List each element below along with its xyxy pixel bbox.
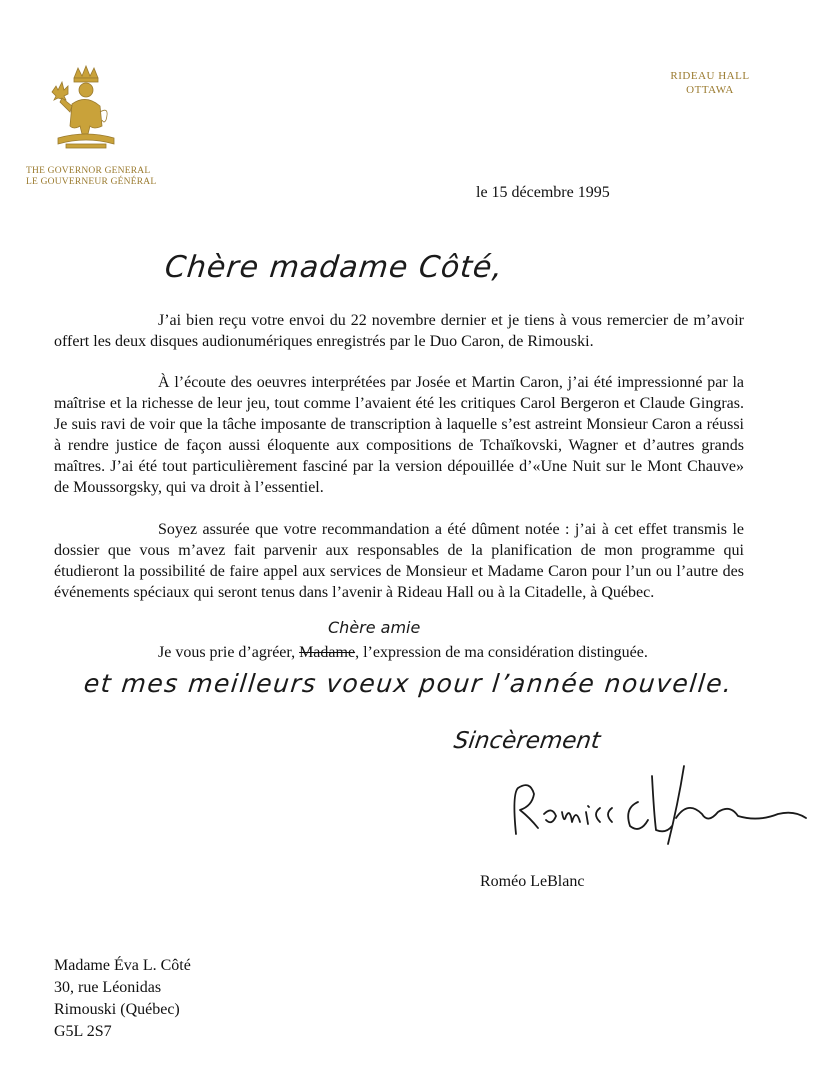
closing-after: , l’expression de ma considération distinguée. [355,644,648,661]
letterhead-address [660,69,760,97]
letter-date: le 15 décembre 1995 [476,184,610,201]
recipient-address [54,955,191,1043]
paragraph-text: À l’écoute des oeuvres interprétées par Josée et Martin Caron, j’ai été impressionné par la maîtrise et la richesse de leur jeu, tout comme l’avaient été les critiques Carol Bergeron et Claude Gingras. Je suis ravi de voir que la tâche imposante de transcription à laquelle s’est astreint Monsieur Caron a réussi à rendre justice de façon aussi éloquente aux compositions de Tchaïkovski, Wagner et d’autres grands maîtres. J’ai été tout particulièrement fasciné par la version dépouillée d’«Une Nuit sur le Mont Chauve» de Moussorgsky, qui va droit à l’essentiel. [54,374,744,496]
handwritten-addition: et mes meilleurs voeux pour l’année nouvelle. [82,669,735,698]
body-paragraph [54,372,744,498]
closing-line [158,644,648,662]
address-line: 30, rue Léonidas [54,979,162,996]
handwritten-signoff: Sincèrement [452,728,602,754]
handwritten-signature [508,764,808,848]
letterhead-right-line: RIDEAU HALL [670,70,750,82]
closing-before: Je vous prie d’agréer, [158,644,300,661]
handwritten-insert: Chère amie [328,618,421,637]
paragraph-text: Soyez assurée que votre recommandation a été dûment notée : j’ai à cet effet transmis le dossier que vous m’avez fait parvenir aux responsables de la planification de mon programme qui étudieront la possibilité de faire appel aux services de Monsieur et Madame Caron pour l’un ou l’autre des événements spéciaux qui seront tenus dans l’avenir à Rideau Hall ou à la Citadelle, à Québec. [54,521,744,601]
body-paragraph [54,519,744,603]
struck-word: Madame [299,644,356,661]
address-line: Rimouski (Québec) [54,1001,180,1018]
handwritten-salutation: Chère madame Côté, [163,250,505,285]
letterhead-right-line: OTTAWA [686,84,734,96]
royal-crest-icon [44,64,128,154]
address-line: Madame Éva L. Côté [54,957,191,974]
body-paragraph [54,310,744,352]
governor-general-title [26,166,156,188]
signer-name: Roméo LeBlanc [480,873,585,890]
address-line: G5L 2S7 [54,1023,112,1040]
letterhead-left-line: THE GOVERNOR GENERAL [26,166,151,176]
paragraph-text: J’ai bien reçu votre envoi du 22 novembre dernier et je tiens à vous remercier de m’avoir offert les deux disques audionumériques enregistrés par le Duo Caron, de Rimouski. [54,312,744,350]
letterhead-left-line: LE GOUVERNEUR GÉNÉRAL [26,177,157,187]
